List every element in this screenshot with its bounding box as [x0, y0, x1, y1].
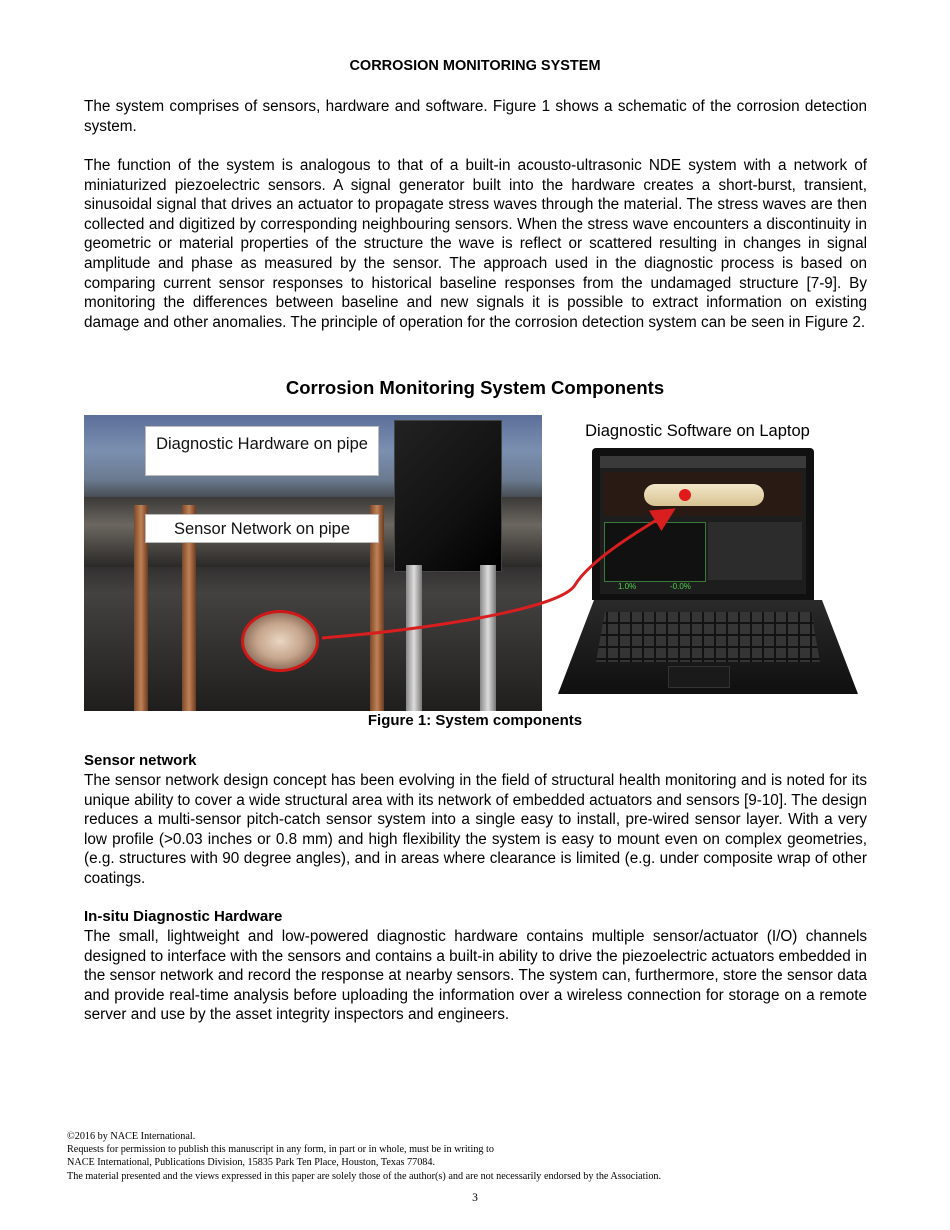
figure-caption: Figure 1: System components: [367, 712, 583, 729]
label-diagnostic-software: Diagnostic Software on Laptop: [585, 422, 810, 440]
screen-value-1: 1.0%: [618, 582, 637, 591]
diagnostic-hardware-body: The small, lightweight and low-powered diagnostic hardware contains multiple sensor/actuator (I/O) channels designed to interface with the sensors and contains a built-in ability to drive the piezoelectric actuators embedded in the sensor network and record the response at nearby sensors. The system can, furthermore, store the sensor data and provide real-time analysis before uploading the information over a wireless connection for storage on a remote server and use by the asset integrity inspectors and engineers.: [84, 928, 867, 1024]
figure-heading: Corrosion Monitoring System Components: [285, 377, 665, 398]
footer-copyright: ©2016 by NACE International.: [67, 1131, 196, 1142]
label-diagnostic-hardware: Diagnostic Hardware on pipe: [145, 426, 379, 476]
section-heading-diagnostic-hardware: In-situ Diagnostic Hardware: [84, 908, 283, 925]
function-paragraph: The function of the system is analogous to that of a built-in acousto-ultrasonic NDE system with a network of miniaturized piezoelectric sensors. A signal generator built into the hardware creates a short-burst, transient, sinusoidal signal that drives an actuator to propagate stress waves through the material. The stress waves are then collected and digitized by corresponding neighbouring sensors. When the stress wave encounters a discontinuity in geometric or material properties of the structure the wave is reflect or scattered resulting in changes in signal amplitude and phase as measured by the sensor. The approach used in the diagnostic process is based on comparing current sensor responses to historical baseline responses from the undamaged structure [7-9]. By monitoring the differences between baseline and new signals it is possible to extract information on existing damage and other anomalies. The principle of operation for the corrosion detection system can be seen in Figure 2.: [84, 157, 867, 331]
label-sensor-network: Sensor Network on pipe: [145, 514, 379, 543]
footer-address: NACE International, Publications Division, 15835 Park Ten Place, Houston, Texas 77084.: [67, 1157, 436, 1168]
screen-value-2: -0.0%: [670, 582, 691, 591]
footer-permissions: Requests for permission to publish this manuscript in any form, in part or in whole, must be in writing to: [67, 1144, 494, 1155]
section-heading-sensor-network: Sensor network: [84, 752, 197, 769]
page-number: 3: [472, 1192, 478, 1204]
footer-disclaimer: The material presented and the views expressed in this paper are solely those of the author(s) and are not necessarily endorsed by the Association.: [67, 1171, 662, 1182]
page-title: CORROSION MONITORING SYSTEM: [349, 58, 601, 74]
intro-paragraph: The system comprises of sensors, hardware and software. Figure 1 shows a schematic of the corrosion detection system.: [84, 98, 867, 135]
sensor-network-body: The sensor network design concept has been evolving in the field of structural health monitoring and is noted for its unique ability to cover a wide structural area with its network of embedded actuators and sensors [9-10]. The design reduces a multi-sensor pitch-catch sensor system into a single easy to install, pre-wired sensor layer. With a very low profile (>0.03 inches or 0.8 mm) and high flexibility the system is easy to mount even on complex geometries, (e.g. structures with 90 degree angles), and in areas where clearance is limited (e.g. under composite wrap of other coatings.: [84, 772, 867, 887]
